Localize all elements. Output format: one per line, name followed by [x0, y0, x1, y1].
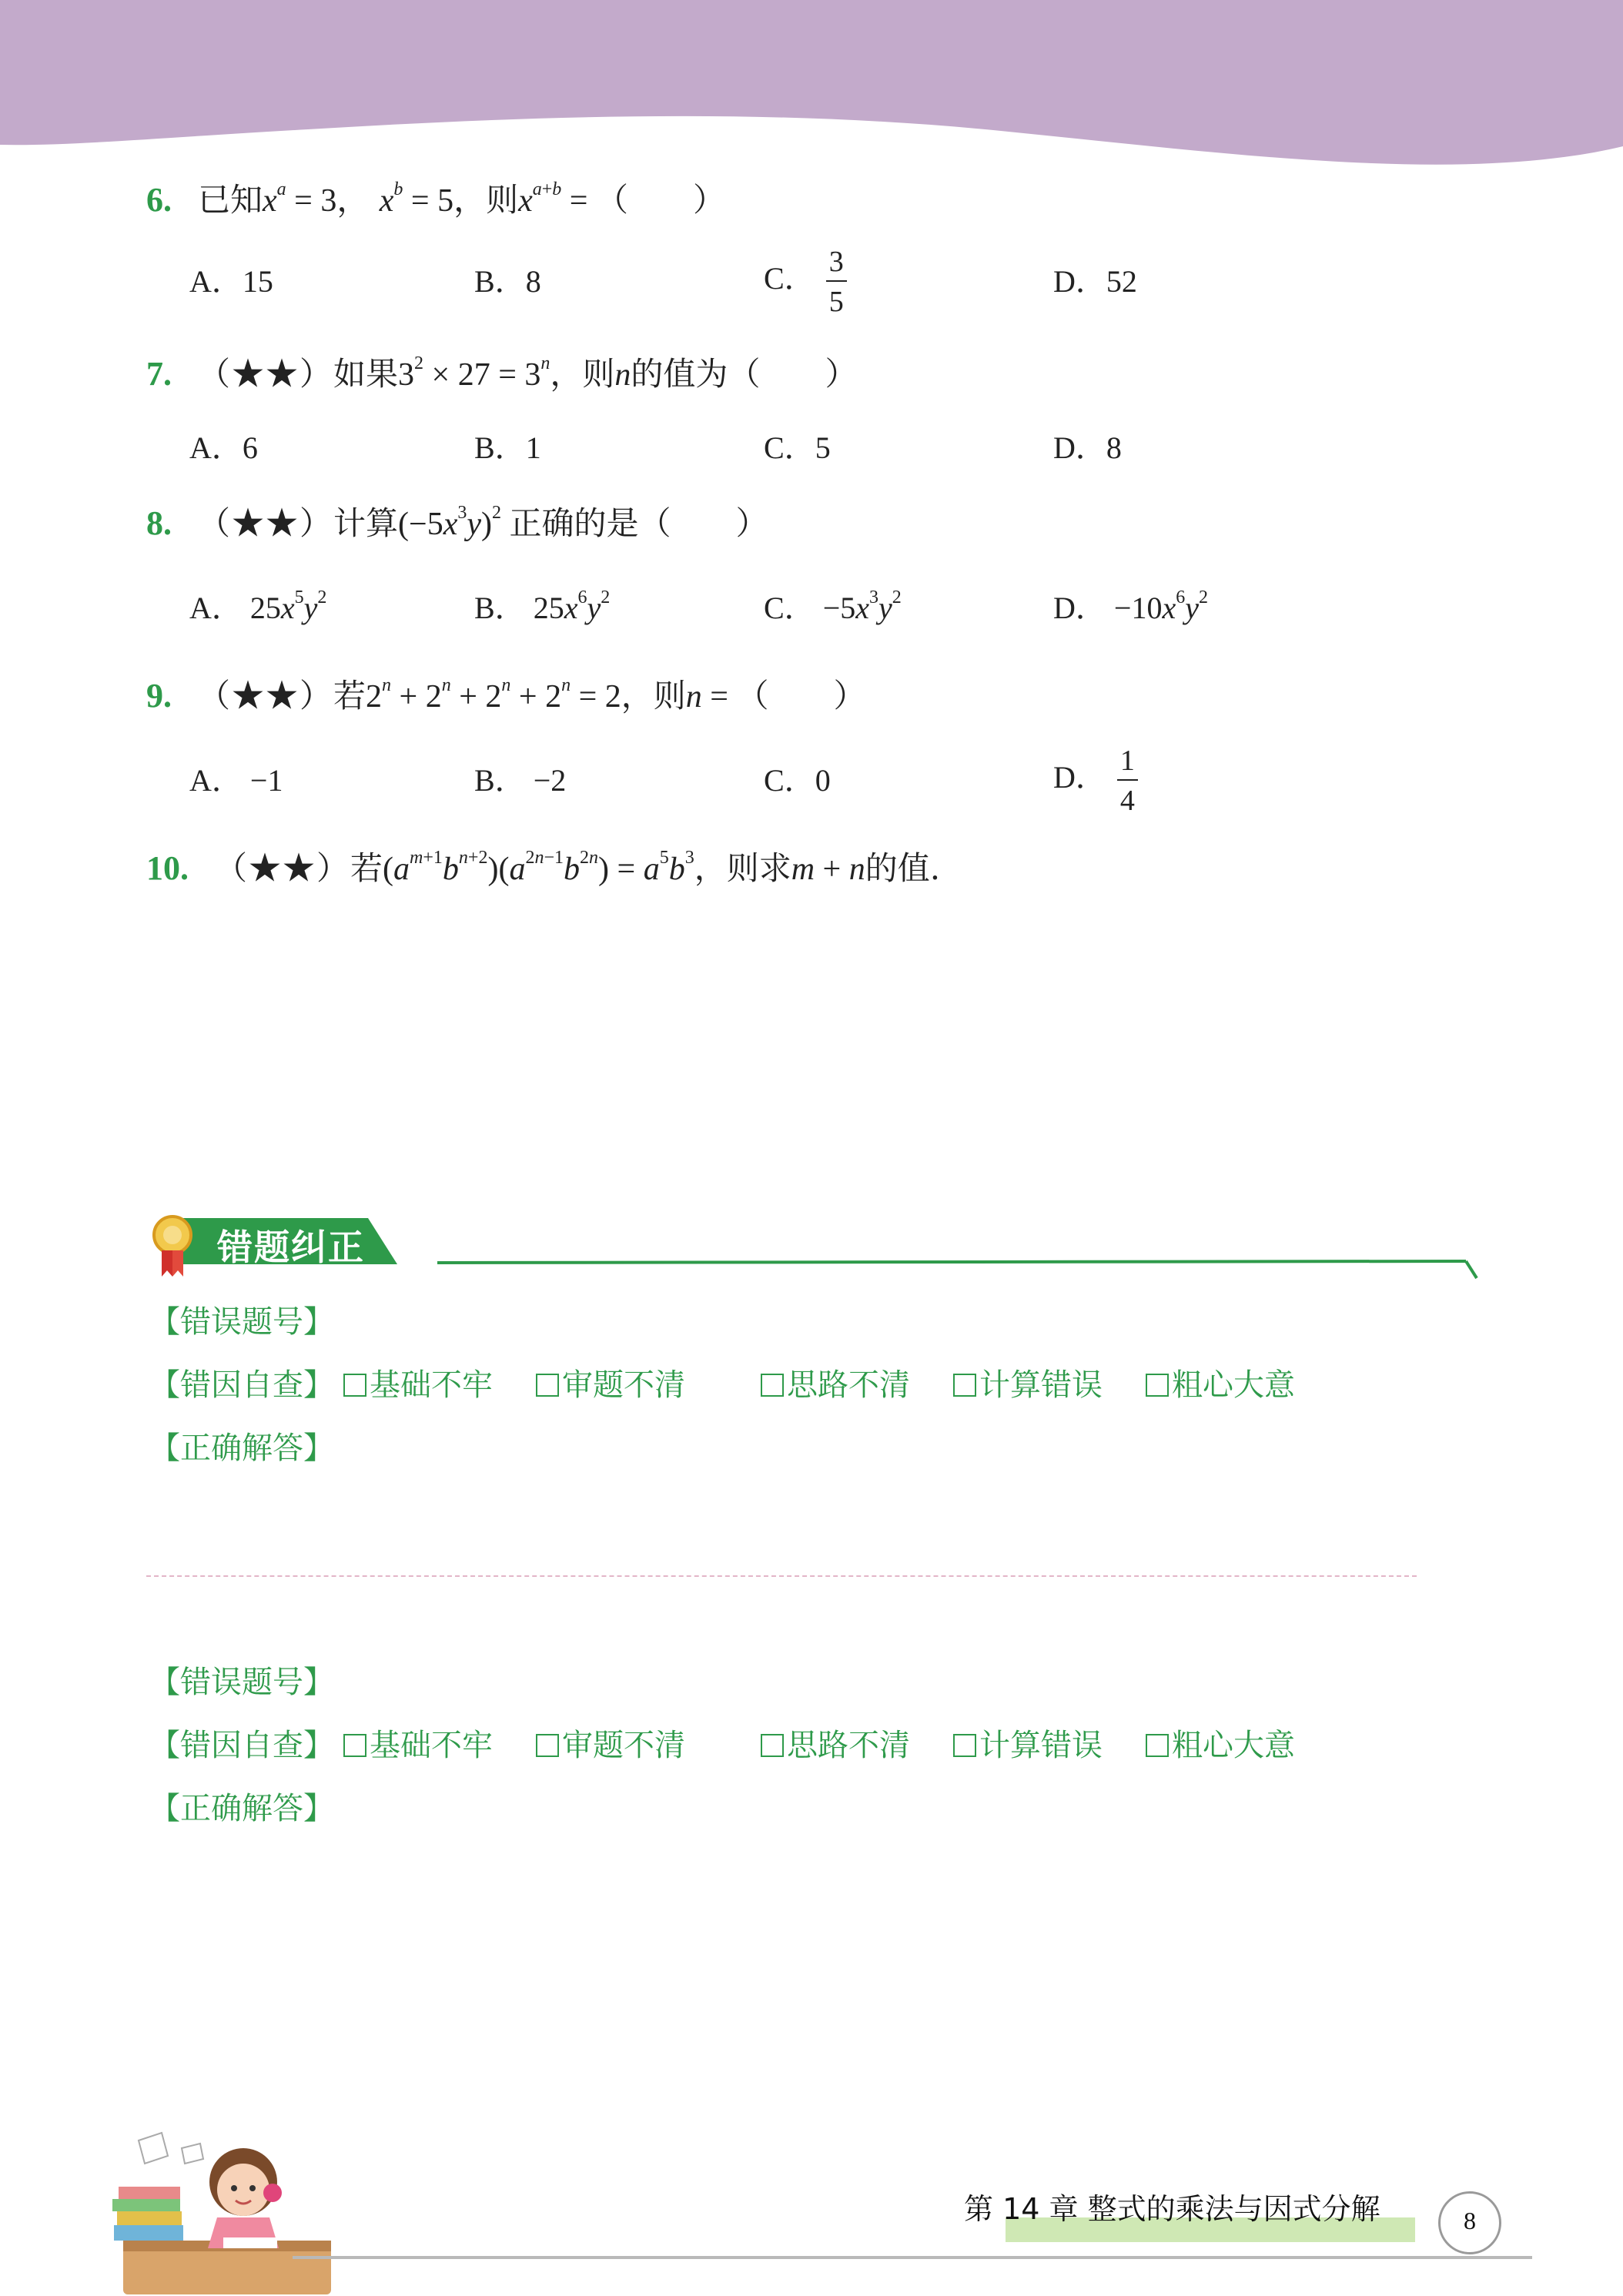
question-number: 8.: [146, 504, 172, 542]
checkbox-icon: [761, 1734, 784, 1757]
option-a[interactable]: A．6: [189, 430, 258, 465]
checkbox-calculation[interactable]: 计算错误: [953, 1725, 1103, 1766]
checkbox-calculation[interactable]: 计算错误: [953, 1364, 1103, 1406]
checkbox-icon: [536, 1734, 559, 1757]
option-b[interactable]: B． $25x^6y^2$: [474, 587, 611, 625]
wrong-number-label: 【错误题号】: [149, 1304, 334, 1340]
option-d[interactable]: D． $\frac{1}{4}$: [1053, 744, 1138, 818]
option-d[interactable]: D．52: [1053, 264, 1137, 299]
answer-label: 【正确解答】: [149, 1431, 334, 1466]
option-d[interactable]: D． $-10x^6y^2$: [1053, 587, 1208, 625]
question-6: 6. 已知$x^a = 3$， $x^b = 5$，则$x^{a+b}$ = （ ）: [146, 179, 725, 219]
fraction: $\frac{1}{4}$: [1117, 744, 1138, 818]
question-10: 10. （★★）若$(a^{m+1}b^{n+2})(a^{2n-1}b^{2n}) = a^5b^3$，则求m + n的值.: [146, 848, 941, 887]
answer-label: 【正确解答】: [149, 1791, 334, 1826]
checkbox-thinking[interactable]: 思路不清: [761, 1364, 910, 1406]
question-number: 6.: [146, 181, 172, 219]
section-title: 错题纠正: [217, 1227, 365, 1268]
checkbox-icon: [536, 1374, 559, 1397]
cause-label: 【错因自查】: [149, 1367, 334, 1403]
option-c[interactable]: C． $\frac{3}{5}$: [764, 245, 847, 319]
dashed-divider: [146, 1575, 1417, 1577]
question-number: 9.: [146, 677, 172, 715]
question-number: 10.: [146, 849, 189, 887]
option-c[interactable]: C．0: [764, 763, 831, 798]
question-9: 9. （★★）若$2^n + 2^n + 2^n + 2^n = 2$，则n = （ ）: [146, 675, 866, 715]
page-number: 8: [1464, 2207, 1476, 2234]
checkbox-icon: [761, 1374, 784, 1397]
option-a[interactable]: A． $25x^5y^2$: [189, 587, 327, 625]
cause-label: 【错因自查】: [149, 1728, 334, 1763]
option-d[interactable]: D．8: [1053, 430, 1122, 465]
wrong-number-label: 【错误题号】: [149, 1665, 334, 1700]
chapter-title: 第 14 章 整式的乘法与因式分解: [964, 2192, 1380, 2226]
option-c[interactable]: C．5: [764, 430, 831, 465]
checkbox-icon: [1146, 1374, 1169, 1397]
checkbox-icon: [953, 1374, 976, 1397]
option-b[interactable]: B．8: [474, 264, 541, 299]
option-b[interactable]: B． −2: [474, 763, 567, 798]
option-b[interactable]: B．1: [474, 430, 541, 465]
top-wave-band: [0, 0, 1623, 177]
question-number: 7.: [146, 355, 172, 393]
question-8: 8. （★★）计算$(-5x^3y)^2$ 正确的是（ ）: [146, 503, 768, 542]
footer-rule: [293, 2256, 1532, 2259]
question-7: 7. （★★）如果$3^2 \times 27 = 3^n$，则n的值为（ ）: [146, 353, 858, 393]
checkbox-icon: [1146, 1734, 1169, 1757]
checkbox-careless[interactable]: 粗心大意: [1146, 1725, 1295, 1766]
checkbox-icon: [343, 1374, 366, 1397]
checkbox-careless[interactable]: 粗心大意: [1146, 1364, 1295, 1406]
fraction: $\frac{3}{5}$: [826, 245, 847, 319]
checkbox-icon: [343, 1734, 366, 1757]
option-c[interactable]: C． $-5x^3y^2$: [764, 587, 902, 625]
checkbox-basics[interactable]: 基础不牢: [343, 1364, 493, 1406]
checkbox-thinking[interactable]: 思路不清: [761, 1725, 910, 1766]
checkbox-basics[interactable]: 基础不牢: [343, 1725, 493, 1766]
checkbox-icon: [953, 1734, 976, 1757]
student-girl-illustration: [108, 2125, 339, 2296]
option-a[interactable]: A．15: [189, 264, 273, 299]
option-a[interactable]: A． −1: [189, 763, 283, 798]
checkbox-reading[interactable]: 审题不清: [536, 1364, 685, 1406]
checkbox-reading[interactable]: 审题不清: [536, 1725, 685, 1766]
